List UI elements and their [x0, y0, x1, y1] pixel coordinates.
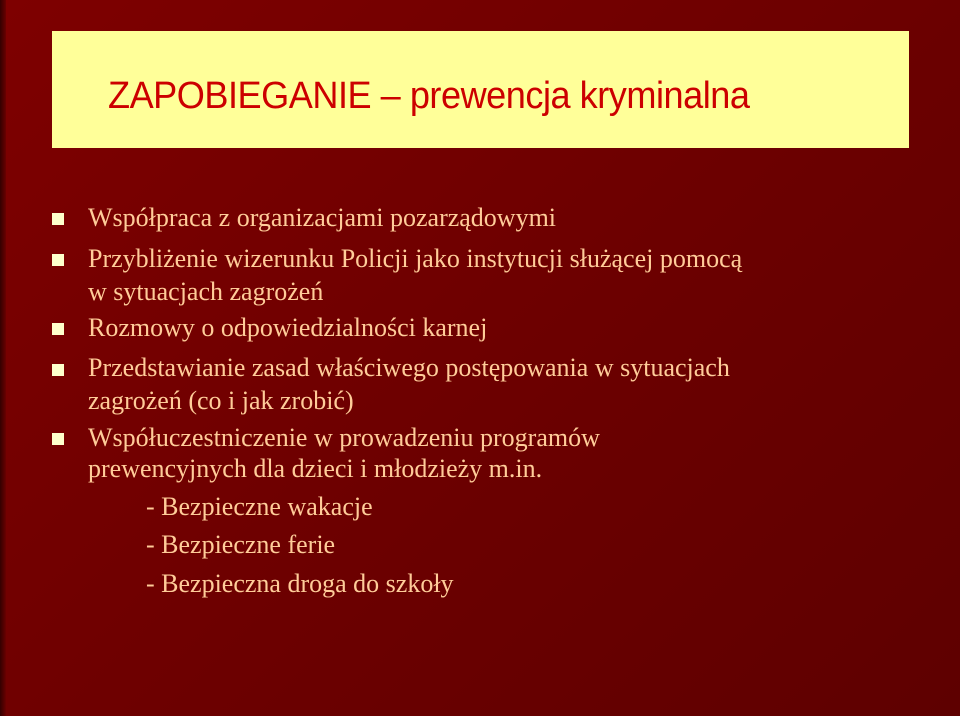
bullet-square-icon: [52, 433, 64, 445]
bullet-square-icon: [52, 213, 64, 225]
sub-item-1: - Bezpieczne wakacje: [146, 492, 373, 521]
bullet-5-line-1: Współuczestniczenie w prowadzeniu programów: [88, 423, 600, 452]
bullet-1-line-1: Współpraca z organizacjami pozarządowymi: [88, 203, 557, 232]
sub-item-3: - Bezpieczna droga do szkoły: [146, 569, 454, 598]
bullet-3-line-1: Rozmowy o odpowiedzialności karnej: [88, 313, 488, 342]
bullet-square-icon: [52, 254, 64, 266]
slide-title: ZAPOBIEGANIE – prewencja kryminalna: [108, 75, 750, 117]
bullet-5-line-2: prewencyjnych dla dzieci i młodzieży m.in.: [88, 454, 543, 483]
bullet-4-line-2: zagrożeń (co i jak zrobić): [88, 386, 354, 415]
bullet-2-line-1: Przybliżenie wizerunku Policji jako instytucji służącej pomocą: [88, 244, 743, 273]
bullet-2-line-2: w sytuacjach zagrożeń: [88, 277, 324, 306]
bullet-4-line-1: Przedstawianie zasad właściwego postępowania w sytuacjach: [88, 353, 730, 382]
bullet-square-icon: [52, 323, 64, 335]
bullet-square-icon: [52, 364, 64, 376]
sub-item-2: - Bezpieczne ferie: [146, 530, 336, 559]
